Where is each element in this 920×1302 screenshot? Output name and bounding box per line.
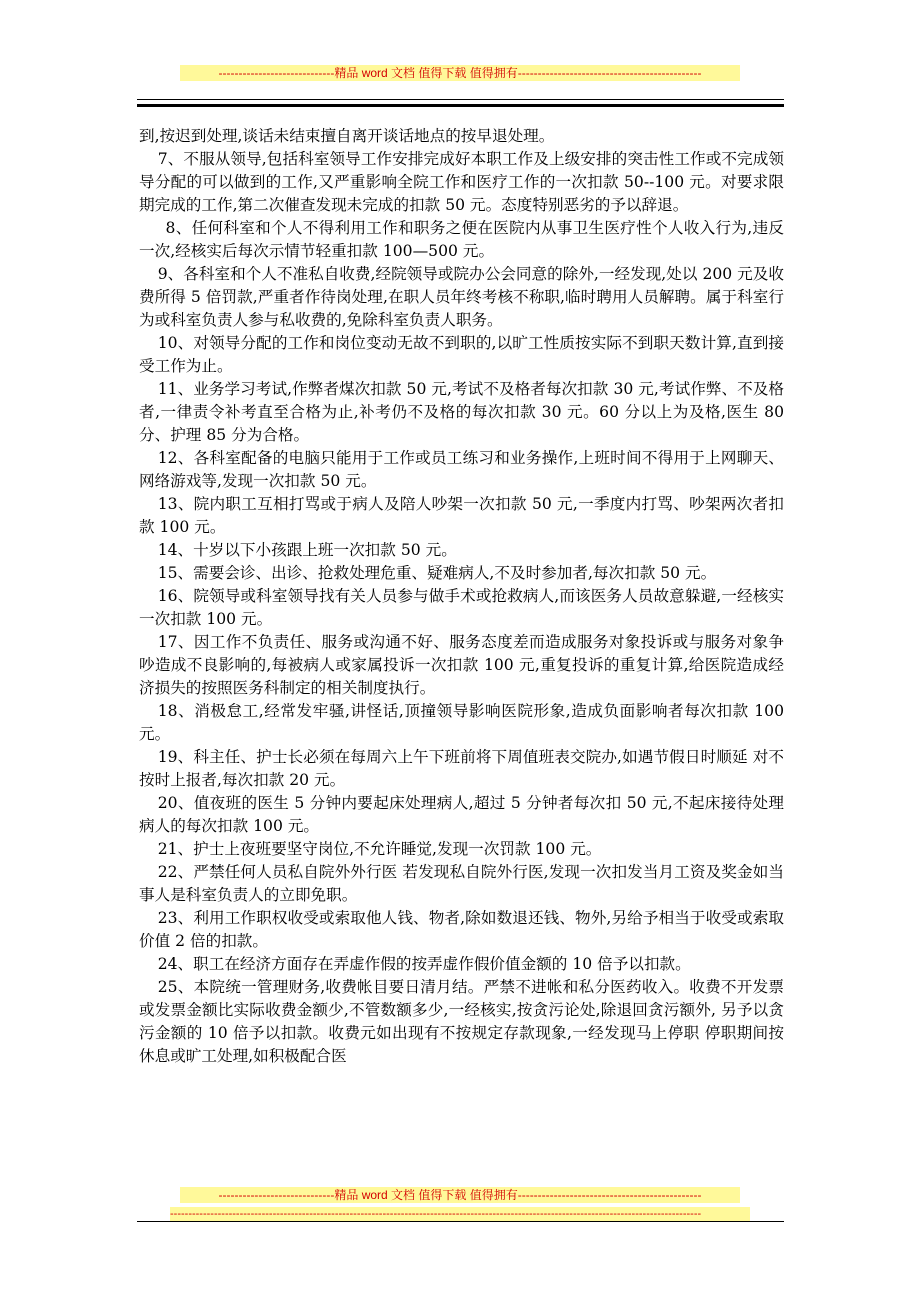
header-rule-thin [137,99,784,100]
paragraph-item-22: 22、严禁任何人员私自院外外行医 若发现私自院外行医,发现一次扣发当月工资及奖金如当事人是科室负责人的立即免职。 [139,863,784,904]
footer-rule [137,1221,784,1222]
paragraph-item-11: 11、业务学习考试,作弊者煤次扣款 50 元,考试不及格者每次扣款 30 元,考试作弊、不及格者,一律责令补考直至合格为止,补考仍不及格的每次扣款 30 元。60 分以上为及格,医生 80 分、护理 85 分为合格。 [139,380,784,444]
paragraph-item-13: 13、院内职工互相打骂或于病人及陪人吵架一次扣款 50 元,一季度内打骂、吵架两次者扣款 100 元。 [139,495,784,536]
paragraph-item-14: 14、十岁以下小孩跟上班一次扣款 50 元。 [157,541,457,559]
header-rule-thick [137,104,784,107]
paragraph-item-17: 17、因工作不负责任、服务或沟通不好、服务态度差而造成服务对象投诉或与服务对象争吵造成不良影响的,每被病人或家属投诉一次扣款 100 元,重复投诉的重复计算,给医院造成经济损失的按照医务科制定的相关制度执行。 [139,633,784,697]
paragraph-item-16: 16、院领导或科室领导找有关人员参与做手术或抢救病人,而该医务人员故意躲避,一经核实一次扣款 100 元。 [139,587,784,628]
paragraph-item-9: 9、各科室和个人不准私自收费,经院领导或院办公会同意的除外,一经发现,处以 200 元及收费所得 5 倍罚款,严重者作待岗处理,在职人员年终考核不称职,临时聘用人员解聘。属于科室行为或科室负责人参与私收费的,免除科室负责人职务。 [139,265,784,329]
paragraph-item-12: 12、各科室配备的电脑只能用于工作或员工练习和业务操作,上班时间不得用于上网聊天、网络游戏等,发现一次扣款 50 元。 [139,449,784,490]
paragraph-item-20: 20、值夜班的医生 5 分钟内要起床处理病人,超过 5 分钟者每次扣 50 元,不起床接待处理病人的每次扣款 100 元。 [139,794,784,835]
document-body [139,125,784,1068]
paragraph-item-23: 23、利用工作职权收受或索取他人钱、物者,除如数退还钱、物外,另给予相当于收受或索取价值 2 倍的扣款。 [139,909,784,950]
paragraph-item-10: 10、对领导分配的工作和岗位变动无故不到职的,以旷工性质按实际不到职天数计算,直到接受工作为止。 [139,334,784,375]
paragraph-item-21: 21、护士上夜班要坚守岗位,不允许睡觉,发现一次罚款 100 元。 [157,840,602,858]
header-banner: -----------------------------精品 word 文档 值得下载 值得拥有---------------------------------------------- [180,65,740,81]
footer-dash-line: ------------------------------------------------------------------------------------------------------------------------------------------------- [170,1207,750,1221]
paragraph-item-18: 18、消极怠工,经常发牢骚,讲怪话,顶撞领导影响医院形象,造成负面影响者每次扣款 100 元。 [139,702,784,743]
paragraph-item-25: 25、本院统一管理财务,收费帐目要日清月结。严禁不进帐和私分医药收入。收费不开发票或发票金额比实际收费金额少,不管数额多少,一经核实,按贪污论处,除退回贪污额外, 另予以贪污金额的 10 倍予以扣款。收费元如出现有不按规定存款现象,一经发现马上停职 停职期间按休息或旷工处理,如积极配合医 [139,978,784,1065]
footer-banner: -----------------------------精品 word 文档 值得下载 值得拥有---------------------------------------------- [180,1187,740,1203]
paragraph-item-15: 15、需要会诊、出诊、抢救处理危重、疑难病人,不及时参加者,每次扣款 50 元。 [157,564,717,582]
paragraph-item-24: 24、职工在经济方面存在弄虚作假的按弄虚作假价值金额的 10 倍予以扣款。 [157,955,691,973]
paragraph-item-19: 19、科主任、护士长必须在每周六上午下班前将下周值班表交院办,如遇节假日时顺延 对不按时上报者,每次扣款 20 元。 [139,748,784,789]
paragraph-item-8: 8、任何科室和个人不得利用工作和职务之便在医院内从事卫生医疗性个人收入行为,违反一次,经核实后每次示情节轻重扣款 100—500 元。 [139,219,784,260]
paragraph-continued: 到,按迟到处理,谈话未结束擅自离开谈话地点的按早退处理。 [139,127,555,145]
paragraph-item-7: 7、不服从领导,包括科室领导工作安排完成好本职工作及上级安排的突击性工作或不完成领导分配的可以做到的工作,又严重影响全院工作和医疗工作的一次扣款 50--100 元。对要求限期完成的工作,第二次催查发现未完成的扣款 50 元。态度特别恶劣的予以辞退。 [139,150,784,214]
